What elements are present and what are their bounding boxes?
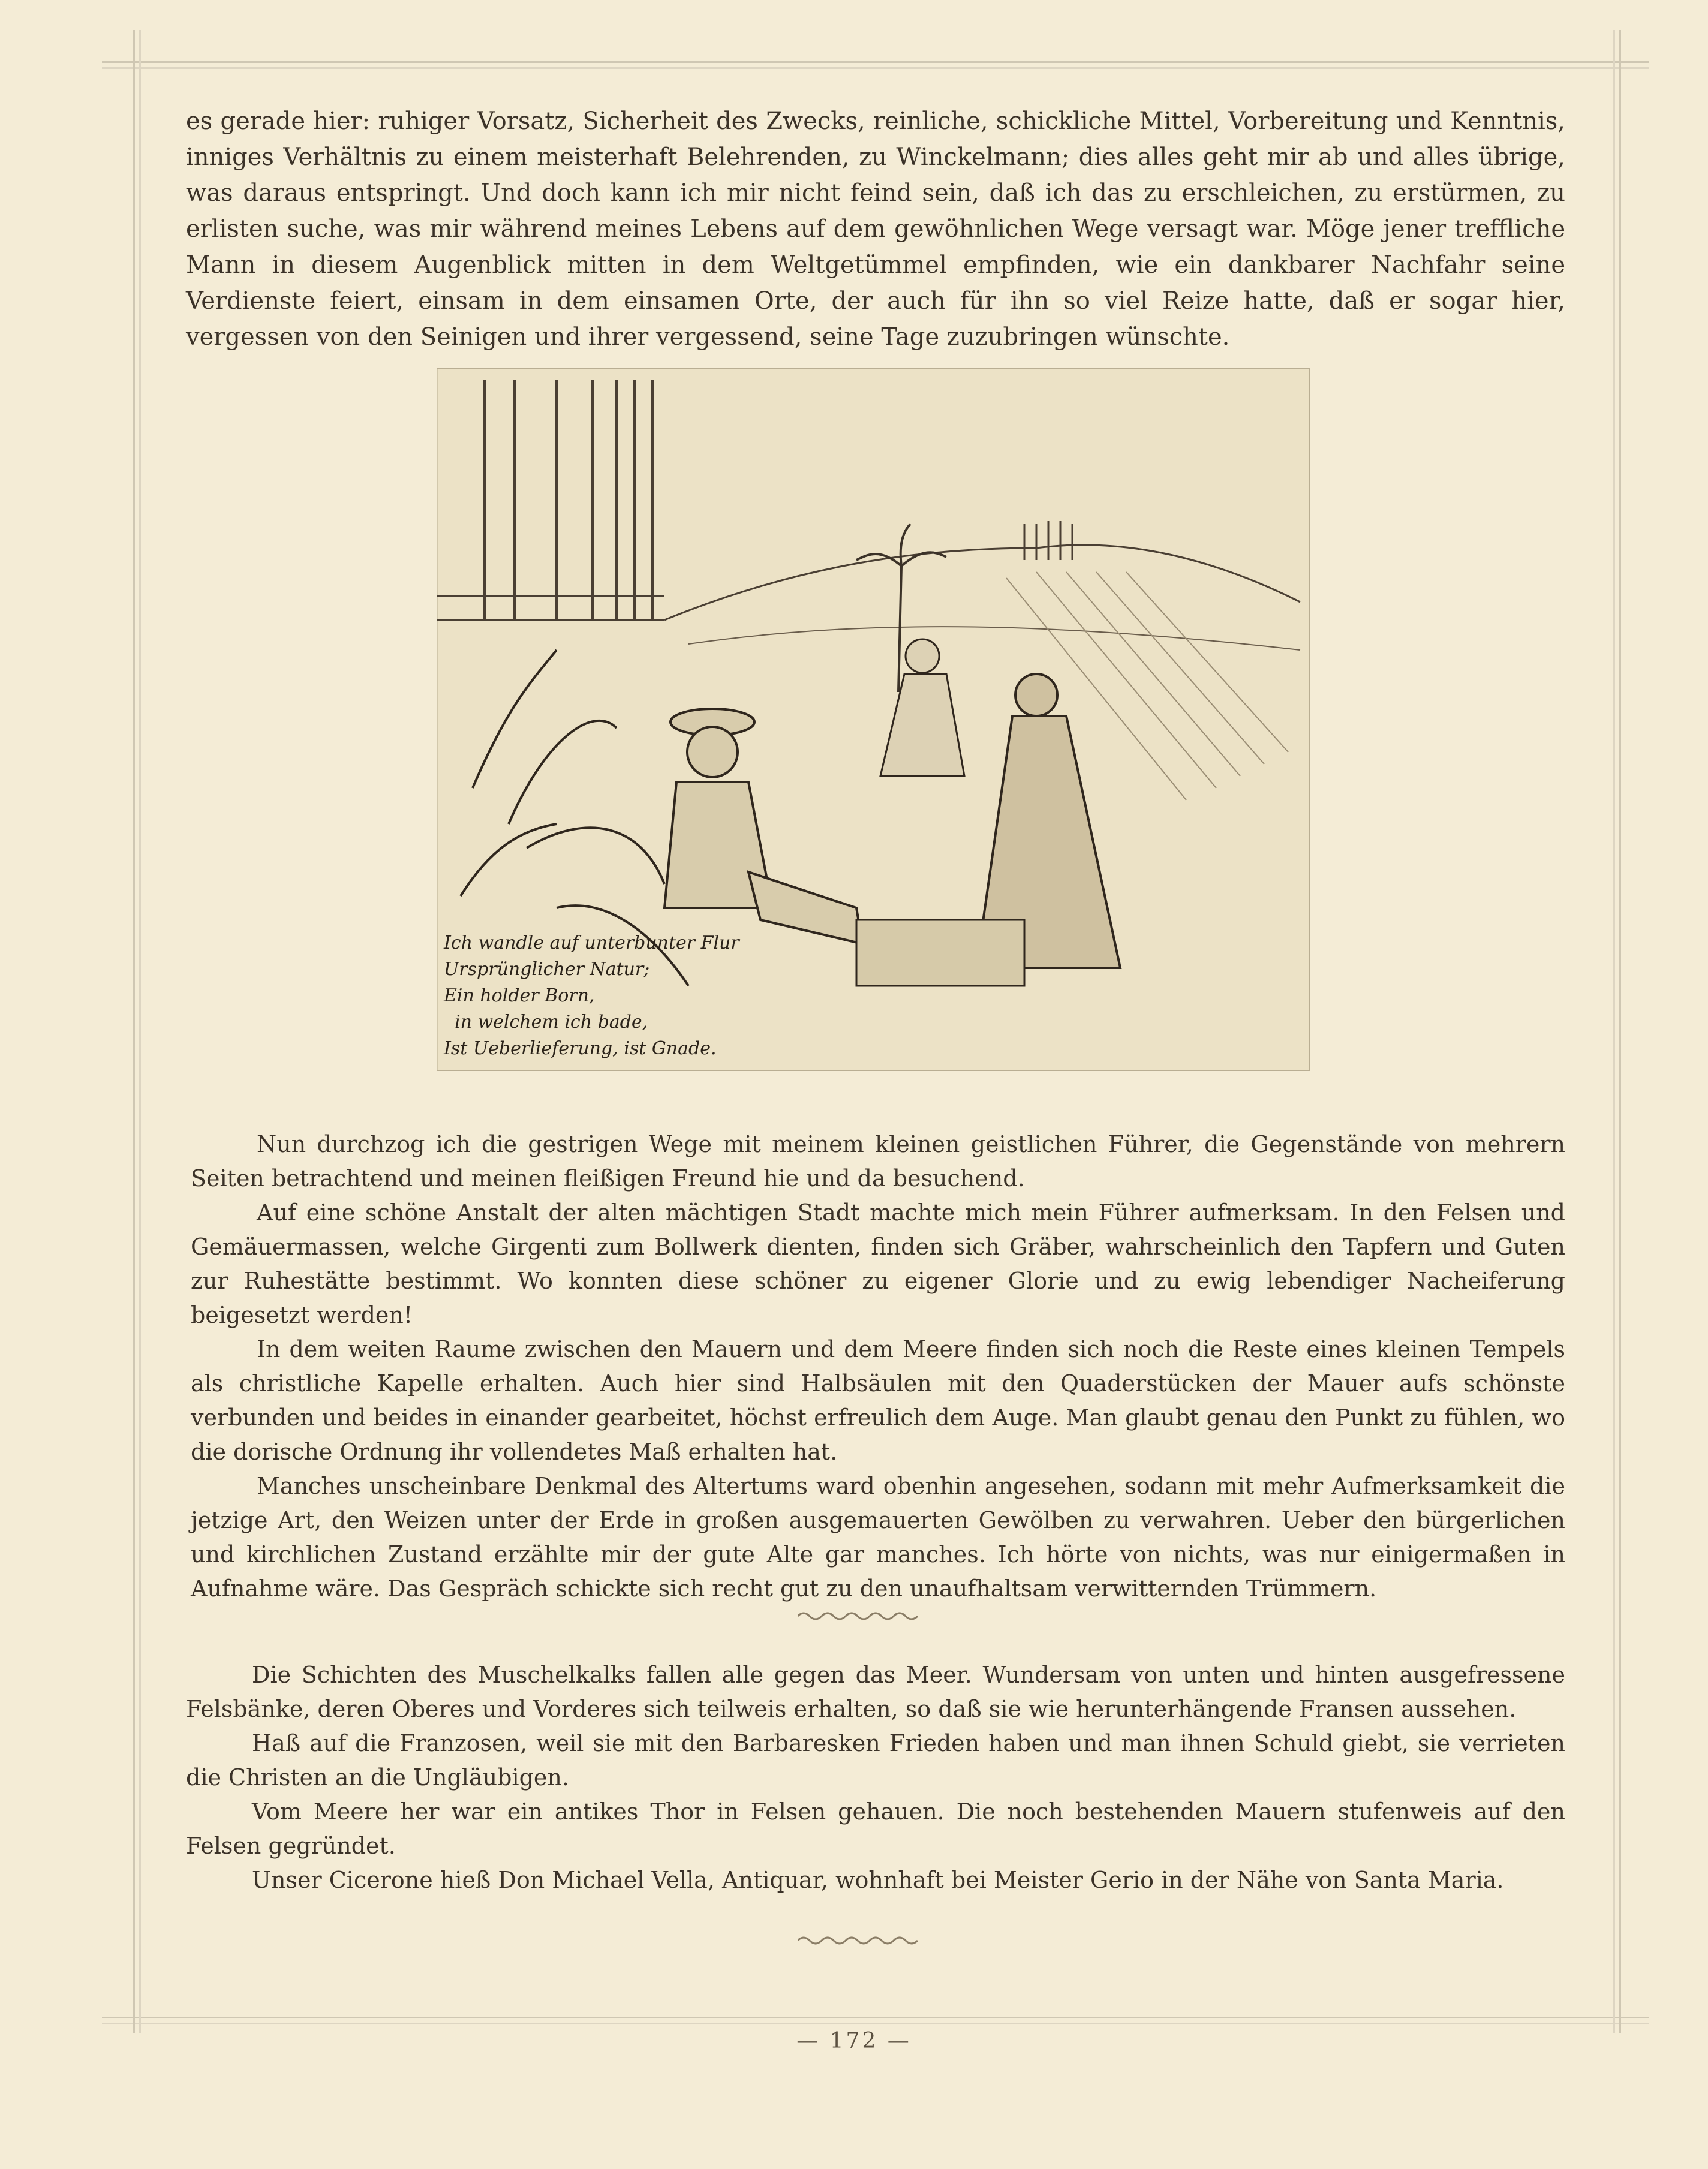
ornament-divider-1: [798, 1610, 918, 1622]
top-paragraph: [186, 103, 1565, 355]
caption-line-5: Ist Ueberlieferung, ist Gnade.: [444, 1038, 717, 1059]
middle-paragraph-4: Manches unscheinbare Denkmal des Altertums ward obenhin angesehen, sodann mit mehr Aufmerksamkeit die jetzige Art, den Weizen unter der Erde in großen ausgemauerten Gewölben zu verwahren. Ueber den bürgerlichen und kirchlichen Zustand erzählte mir der gute Alte gar manches. Ich hörte von nichts, was nur einigermaßen in Aufnahme wäre. Das Gespräch schickte sich recht gut zu den unaufhaltsam verwitternden Trümmern.: [191, 1473, 1565, 1602]
engraving-svg: [437, 368, 1310, 1071]
page-number: — 172 —: [796, 2029, 912, 2053]
top-paragraph-text: es gerade hier: ruhiger Vorsatz, Sicherheit des Zwecks, reinliche, schickliche Mittel, Vorbereitung und Kenntnis, inniges Verhältnis zu einem meisterhaft Belehrenden, zu Winckelmann; dies alles geht mir ab und alles übrige, was daraus entspringt. Und doch kann ich mir nicht feind sein, daß ich das zu erschleichen, zu erstürmen, zu erlisten suche, was mir während meines Lebens auf dem gewöhnlichen Wege versagt war. Möge jener treffliche Mann in diesem Augenblick mitten in dem Weltgetümmel empfinden, wie ein dankbarer Nachfahr seine Verdienste feiert, einsam in dem einsamen Orte, der auch für ihn so viel Reize hatte, daß er sogar hier, vergessen von den Seinigen und ihrer vergessend, seine Tage zuzubringen wünschte.: [186, 107, 1565, 351]
ornament-divider-2: [798, 1935, 918, 1947]
middle-paragraph-2: Auf eine schöne Anstalt der alten mächtigen Stadt machte mich mein Führer aufmerksam. In den Felsen und Gemäuermassen, welche Girgenti zum Bollwerk dienten, finden sich Gräber, wahrscheinlich den Tapfern und Guten zur Ruhestätte bestimmt. Wo konnten diese schöner zu eigener Glorie und zu ewig lebendiger Nacheiferung beigesetzt werden!: [191, 1199, 1565, 1328]
caption-line-1: Ich wandle auf unterbunter Flur: [444, 932, 739, 953]
frame-top-rule-inner: [102, 67, 1649, 69]
frame-bottom-rule-inner: [102, 2023, 1649, 2024]
caption-line-2: Ursprünglicher Natur;: [444, 959, 650, 980]
engraving-illustration: [437, 368, 1310, 1071]
middle-section: [191, 1127, 1565, 1606]
bottom-section: [186, 1658, 1565, 1897]
middle-paragraph-3: In dem weiten Raume zwischen den Mauern und dem Meere finden sich noch die Reste eines kleinen Tempels als christliche Kapelle erhalten. Auch hier sind Halbsäulen mit den Quaderstücken der Mauer aufs schönste verbunden und beides in einander gearbeitet, höchst erfreulich dem Auge. Man glaubt genau den Punkt zu fühlen, wo die dorische Ordnung ihr vollendetes Maß erhalten hat.: [191, 1336, 1565, 1465]
frame-top-rule: [102, 61, 1649, 63]
bottom-paragraph-1: Die Schichten des Muschelkalks fallen alle gegen das Meer. Wundersam von unten und hinten ausgefressene Felsbänke, deren Oberes und Vorderes sich teilweis erhalten, so daß sie wie herunterhängende Fransen aussehen.: [186, 1662, 1565, 1722]
bottom-paragraph-4: Unser Cicerone hieß Don Michael Vella, Antiquar, wohnhaft bei Meister Gerio in der Nähe von Santa Maria.: [252, 1867, 1504, 1893]
middle-paragraph-1: Nun durchzog ich die gestrigen Wege mit meinem kleinen geistlichen Führer, die Gegenstände von mehrern Seiten betrachtend und meinen fleißigen Freund hie und da besuchend.: [191, 1131, 1565, 1192]
frame-left-rule: [133, 30, 135, 2033]
frame-left-rule-inner: [139, 30, 141, 2033]
bottom-paragraph-2: Haß auf die Franzosen, weil sie mit den Barbaresken Frieden haben und man ihnen Schuld giebt, sie verrieten die Christen an die Ungläubigen.: [186, 1730, 1565, 1791]
caption-line-4: in welchem ich bade,: [455, 1012, 648, 1033]
stone-block-drawing: [856, 920, 1024, 986]
frame-right-rule-inner: [1613, 30, 1615, 2033]
caption-line-3: Ein holder Born,: [444, 985, 595, 1006]
bottom-paragraph-3: Vom Meere her war ein antikes Thor in Felsen gehauen. Die noch bestehenden Mauern stufenweis auf den Felsen gegründet.: [186, 1798, 1565, 1859]
frame-bottom-rule: [102, 2017, 1649, 2018]
frame-right-rule: [1619, 30, 1621, 2033]
